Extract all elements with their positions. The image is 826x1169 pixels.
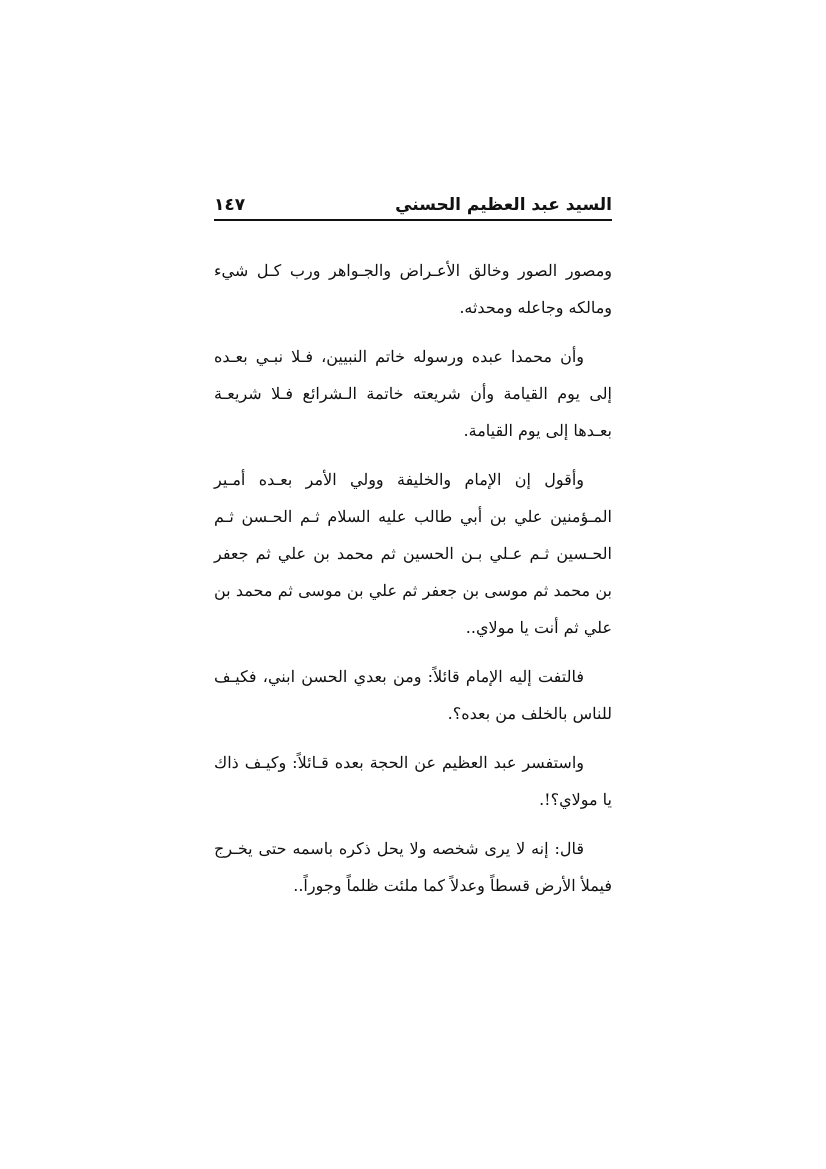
header-title: السيد عبد العظيم الحسني (395, 195, 612, 215)
body-text (214, 252, 612, 916)
page-number: ١٤٧ (214, 195, 246, 215)
paragraph: ومصور الصور وخالق الأعـراض والجـواهر ورب كـل شيء ومالكه وجاعله ومحدثه. (214, 261, 612, 317)
paragraph: وأقول إن الإمام والخليفة وولي الأمر بعـده أمـير المـؤمنين علي بن أبي طالب عليه السلام ثـم الحـسن ثـم الحـسين ثـم عـلي بـن الحسين ثم محمد بن علي ثم جعفر بن محمد ثم موسى بن جعفر ثم علي بن موسى ثم محمد بن علي ثم أنت يا مولاي.. (214, 470, 612, 637)
paragraph: قال: إنه لا يرى شخصه ولا يحل ذكره باسمه حتى يخـرج فيملأ الأرض قسطاً وعدلاً كما ملئت ظلماً وجوراً.. (214, 839, 612, 895)
paragraph: وأن محمدا عبده ورسوله خاتم النبيين، فـلا نبـي بعـده إلى يوم القيامة وأن شريعته خاتمة الـشرائع فـلا شريعـة بعـدها إلى يوم القيامة. (214, 347, 612, 440)
running-header (214, 193, 612, 221)
paragraph: فالتفت إليه الإمام قائلاً: ومن بعدي الحسن ابني، فكيـف للناس بالخلف من بعده؟. (214, 667, 612, 723)
paragraph: واستفسر عبد العظيم عن الحجة بعده قـائلاً: وكيـف ذاك يا مولاي؟!. (214, 753, 612, 809)
